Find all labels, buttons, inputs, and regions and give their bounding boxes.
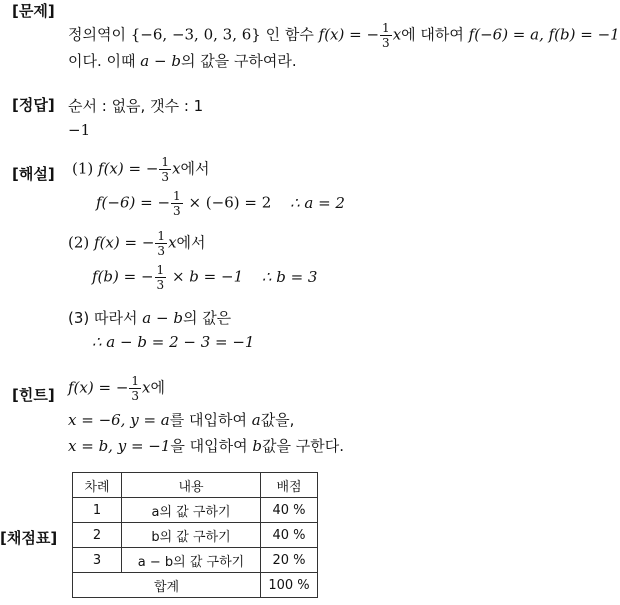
scoring-label: [채점표]: [0, 529, 58, 547]
hint-label: [힌트]: [12, 386, 55, 404]
answer-line-1: 순서 : 없음, 갯수 : 1: [68, 97, 204, 115]
hint-line-3: x = b, y = −1을 대입하여 b값을 구한다.: [68, 437, 345, 455]
table-row: 2 b의 값 구하기 40 %: [73, 523, 318, 548]
header-points: 배점: [261, 473, 318, 498]
problem-label: [문제]: [12, 2, 55, 20]
header-content: 내용: [122, 473, 261, 498]
solution-step-3-eq: ∴ a − b = 2 − 3 = −1: [92, 333, 255, 351]
scoring-table: [72, 472, 318, 598]
table-row: 3 a − b의 값 구하기 20 %: [73, 548, 318, 573]
solution-step-3-head: (3) 따라서 a − b의 값은: [68, 309, 232, 327]
hint-line-2: x = −6, y = a를 대입하여 a값을,: [68, 411, 295, 429]
solution-step-2-eq: f(b) = − $\frac{1}{3}$ × b = −1 ∴ b = 3: [92, 263, 318, 292]
answer-label: [정답]: [12, 96, 55, 114]
problem-line-2: 이다. 이때 a − b의 값을 구하여라.: [68, 52, 297, 70]
total-value: 100 %: [261, 573, 318, 598]
table-total-row: [73, 573, 318, 598]
header-order: 차례: [73, 473, 122, 498]
hint-line-1: f(x) = − $\frac{1}{3}$ x에: [68, 374, 165, 403]
solution-step-1-eq: f(−6) = − $\frac{1}{3}$ × (−6) = 2 ∴ a = 2: [96, 189, 345, 218]
solution-step-1-head: (1) f(x) = − $\frac{1}{3}$ x에서: [72, 155, 210, 184]
table-header-row: [73, 473, 318, 498]
fraction-one-third: $\frac{1}{3}$: [382, 21, 390, 50]
table-row: 1 a의 값 구하기 40 %: [73, 498, 318, 523]
answer-line-2: −1: [68, 121, 91, 139]
total-label: 합계: [73, 573, 261, 598]
problem-line-1: 정의역이 {−6, −3, 0, 3, 6} 인 함수 f(x) = − $\frac{1}{3}$ x에 대하여 f(−6) = a, f(b) = −1: [68, 21, 620, 50]
solution-step-2-head: (2) f(x) = − $\frac{1}{3}$ x에서: [68, 229, 206, 258]
solution-label: [해설]: [12, 165, 55, 183]
